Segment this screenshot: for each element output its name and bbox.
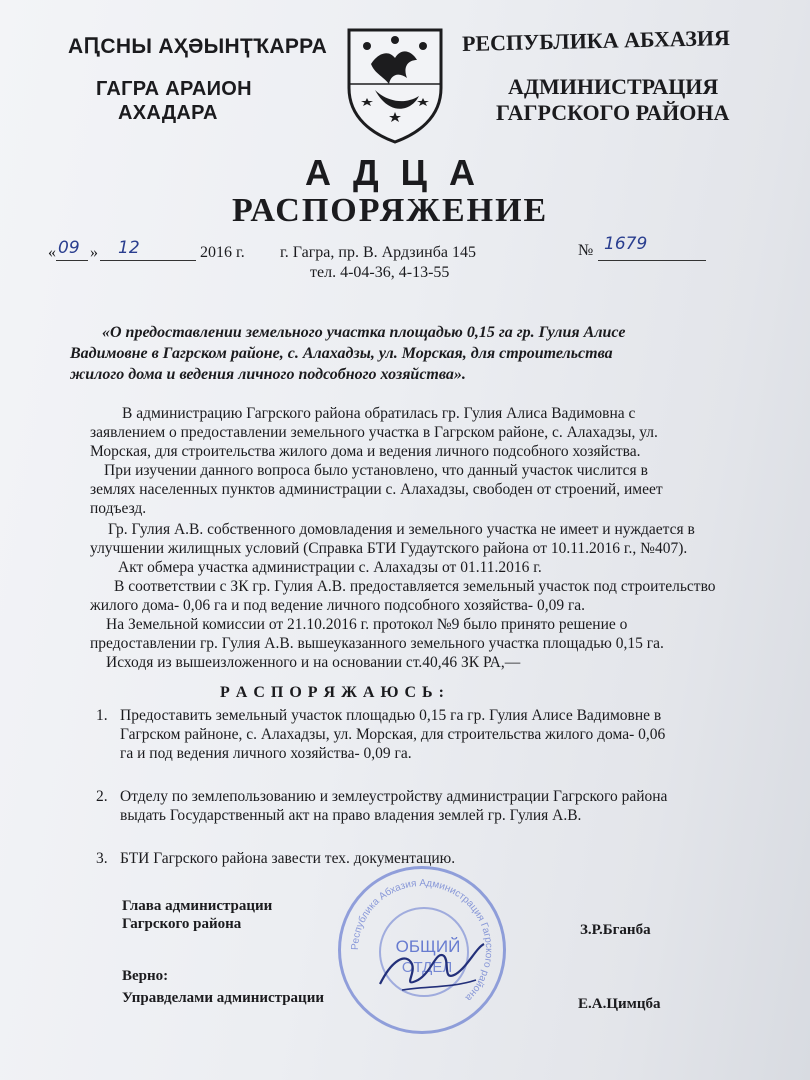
head-title-line2: Гагрского района	[122, 916, 242, 932]
order-item-line: га и под ведения личного хозяйства- 0,09 га.	[120, 745, 412, 762]
stamp-label-department: ОТДЕЛ	[401, 959, 453, 976]
body-line: Акт обмера участка администрации с. Алахадзы от 01.11.2016 г.	[118, 559, 542, 576]
body-line: Морская, для строительства жилого дома и ведения личного подсобного хозяйства.	[90, 443, 641, 460]
administration-title: АДМИНИСТРАЦИЯ	[508, 74, 719, 99]
order-item	[96, 706, 756, 763]
abkhaz-district-title: ГАГРА АРАИОН	[96, 78, 252, 100]
head-name: З.Р.Бганба	[580, 922, 651, 938]
date-month-underline	[100, 260, 196, 261]
body-line: В администрацию Гагрского района обратилась гр. Гулия Алиса Вадимовна с	[122, 405, 636, 422]
body-line: улучшении жилищных условий (Справка БТИ Гудаутского района от 10.11.2016 г., №407).	[90, 540, 688, 557]
subject-line: «О предоставлении земельного участка площадью 0,15 га гр. Гулия Алисе	[102, 324, 626, 341]
date-open-quote: «	[48, 244, 56, 261]
order-item-line: Предоставить земельный участок площадью 0,15 га гр. Гулия Алисе Вадимовне в	[120, 707, 662, 724]
body-line: На Земельной комиссии от 21.10.2016 г. протокол №9 было принято решение о	[106, 616, 628, 633]
body-line: В соответствии с ЗК гр. Гулия А.В. предоставляется земельный участок под строительство	[114, 578, 716, 595]
abkhaz-admin-title: АХАДАРА	[118, 102, 218, 124]
district-title: ГАГРСКОГО РАЙОНА	[496, 100, 730, 125]
body-line: заявлением о предоставлении земельного участка в Гагрском районе, с. Алахадзы, ул.	[90, 424, 658, 441]
svg-text:Республика Абхазия Администрац: Республика Абхазия Администрация Гагрского района	[349, 877, 495, 1004]
order-number-underline	[598, 260, 706, 261]
body-line: предоставлении гр. Гулия А.В. вышеуказанного земельного участка площадью 0,15 га.	[90, 635, 664, 652]
order-heading: Р А С П О Р Я Ж А Ю С Ь :	[220, 684, 445, 701]
document-body	[90, 404, 770, 672]
order-item-number: 1.	[96, 707, 108, 724]
office-phone: тел. 4-04-36, 4-13-55	[310, 264, 450, 281]
coat-of-arms-emblem	[345, 26, 445, 144]
order-item-line: Гагрском райноне, с. Алахадзы, ул. Морская, для строительства жилого дома- 0,06	[120, 726, 666, 743]
head-title-line1: Глава администрации	[122, 898, 273, 914]
date-day-underline	[56, 260, 88, 261]
order-item-line: БТИ Гагрского района завести тех. документацию.	[120, 850, 456, 867]
body-line: землях населенных пунктов администрации с. Алахадзы, свободен от строений, имеет	[90, 481, 663, 498]
subject-line: жилого дома и ведения личного подсобного хозяйства».	[70, 366, 466, 383]
document-subject	[70, 322, 750, 385]
body-line: Гр. Гулия А.В. собственного домовладения и земельного участка не имеет и нуждается в	[108, 521, 695, 538]
subject-line: Вадимовне в Гагрском районе, с. Алахадзы, ул. Морская, для строительства	[70, 345, 613, 362]
order-item	[96, 787, 756, 825]
date-day: 09	[58, 238, 80, 258]
verified-label: Верно:	[122, 968, 169, 984]
order-item-line: выдать Государственный акт на право владения землей гр. Гулия А.В.	[120, 807, 582, 824]
body-line: подъезд.	[90, 500, 147, 517]
date-year: 2016 г.	[200, 244, 245, 261]
order-number-label: №	[578, 242, 594, 259]
stamp-label-general: ОБЩИЙ	[395, 937, 461, 956]
order-items	[96, 706, 756, 868]
date-close-quote: »	[90, 244, 98, 261]
document-title: РАСПОРЯЖЕНИЕ	[232, 192, 549, 229]
date-month: 12	[118, 238, 140, 258]
order-item-number: 3.	[96, 850, 108, 867]
republic-title: РЕСПУБЛИКА АБХАЗИЯ	[461, 24, 731, 57]
body-line: При изучении данного вопроса было установлено, что данный участок числится в	[104, 462, 648, 479]
body-line: жилого дома- 0,06 га и под ведение личного подсобного хозяйства- 0,09 га.	[90, 597, 586, 614]
order-number: 1679	[604, 234, 648, 254]
manager-title: Управделами администрации	[122, 990, 324, 1006]
abkhaz-document-title: А Д Ц А	[305, 152, 481, 193]
manager-name: Е.А.Цимцба	[578, 996, 661, 1012]
office-address: г. Гагра, пр. В. Ардзинба 145	[280, 244, 476, 261]
order-item-line: Отделу по землепользованию и землеустройству администрации Гагрского района	[120, 788, 668, 805]
abkhaz-republic-title: АԤСНЫ АҲӘЫНҬҠАРРА	[68, 35, 328, 58]
handwritten-signature	[372, 930, 492, 1000]
order-item-number: 2.	[96, 788, 108, 805]
body-line: Исходя из вышеизложенного и на основании ст.40,46 ЗК РА,—	[106, 654, 521, 671]
